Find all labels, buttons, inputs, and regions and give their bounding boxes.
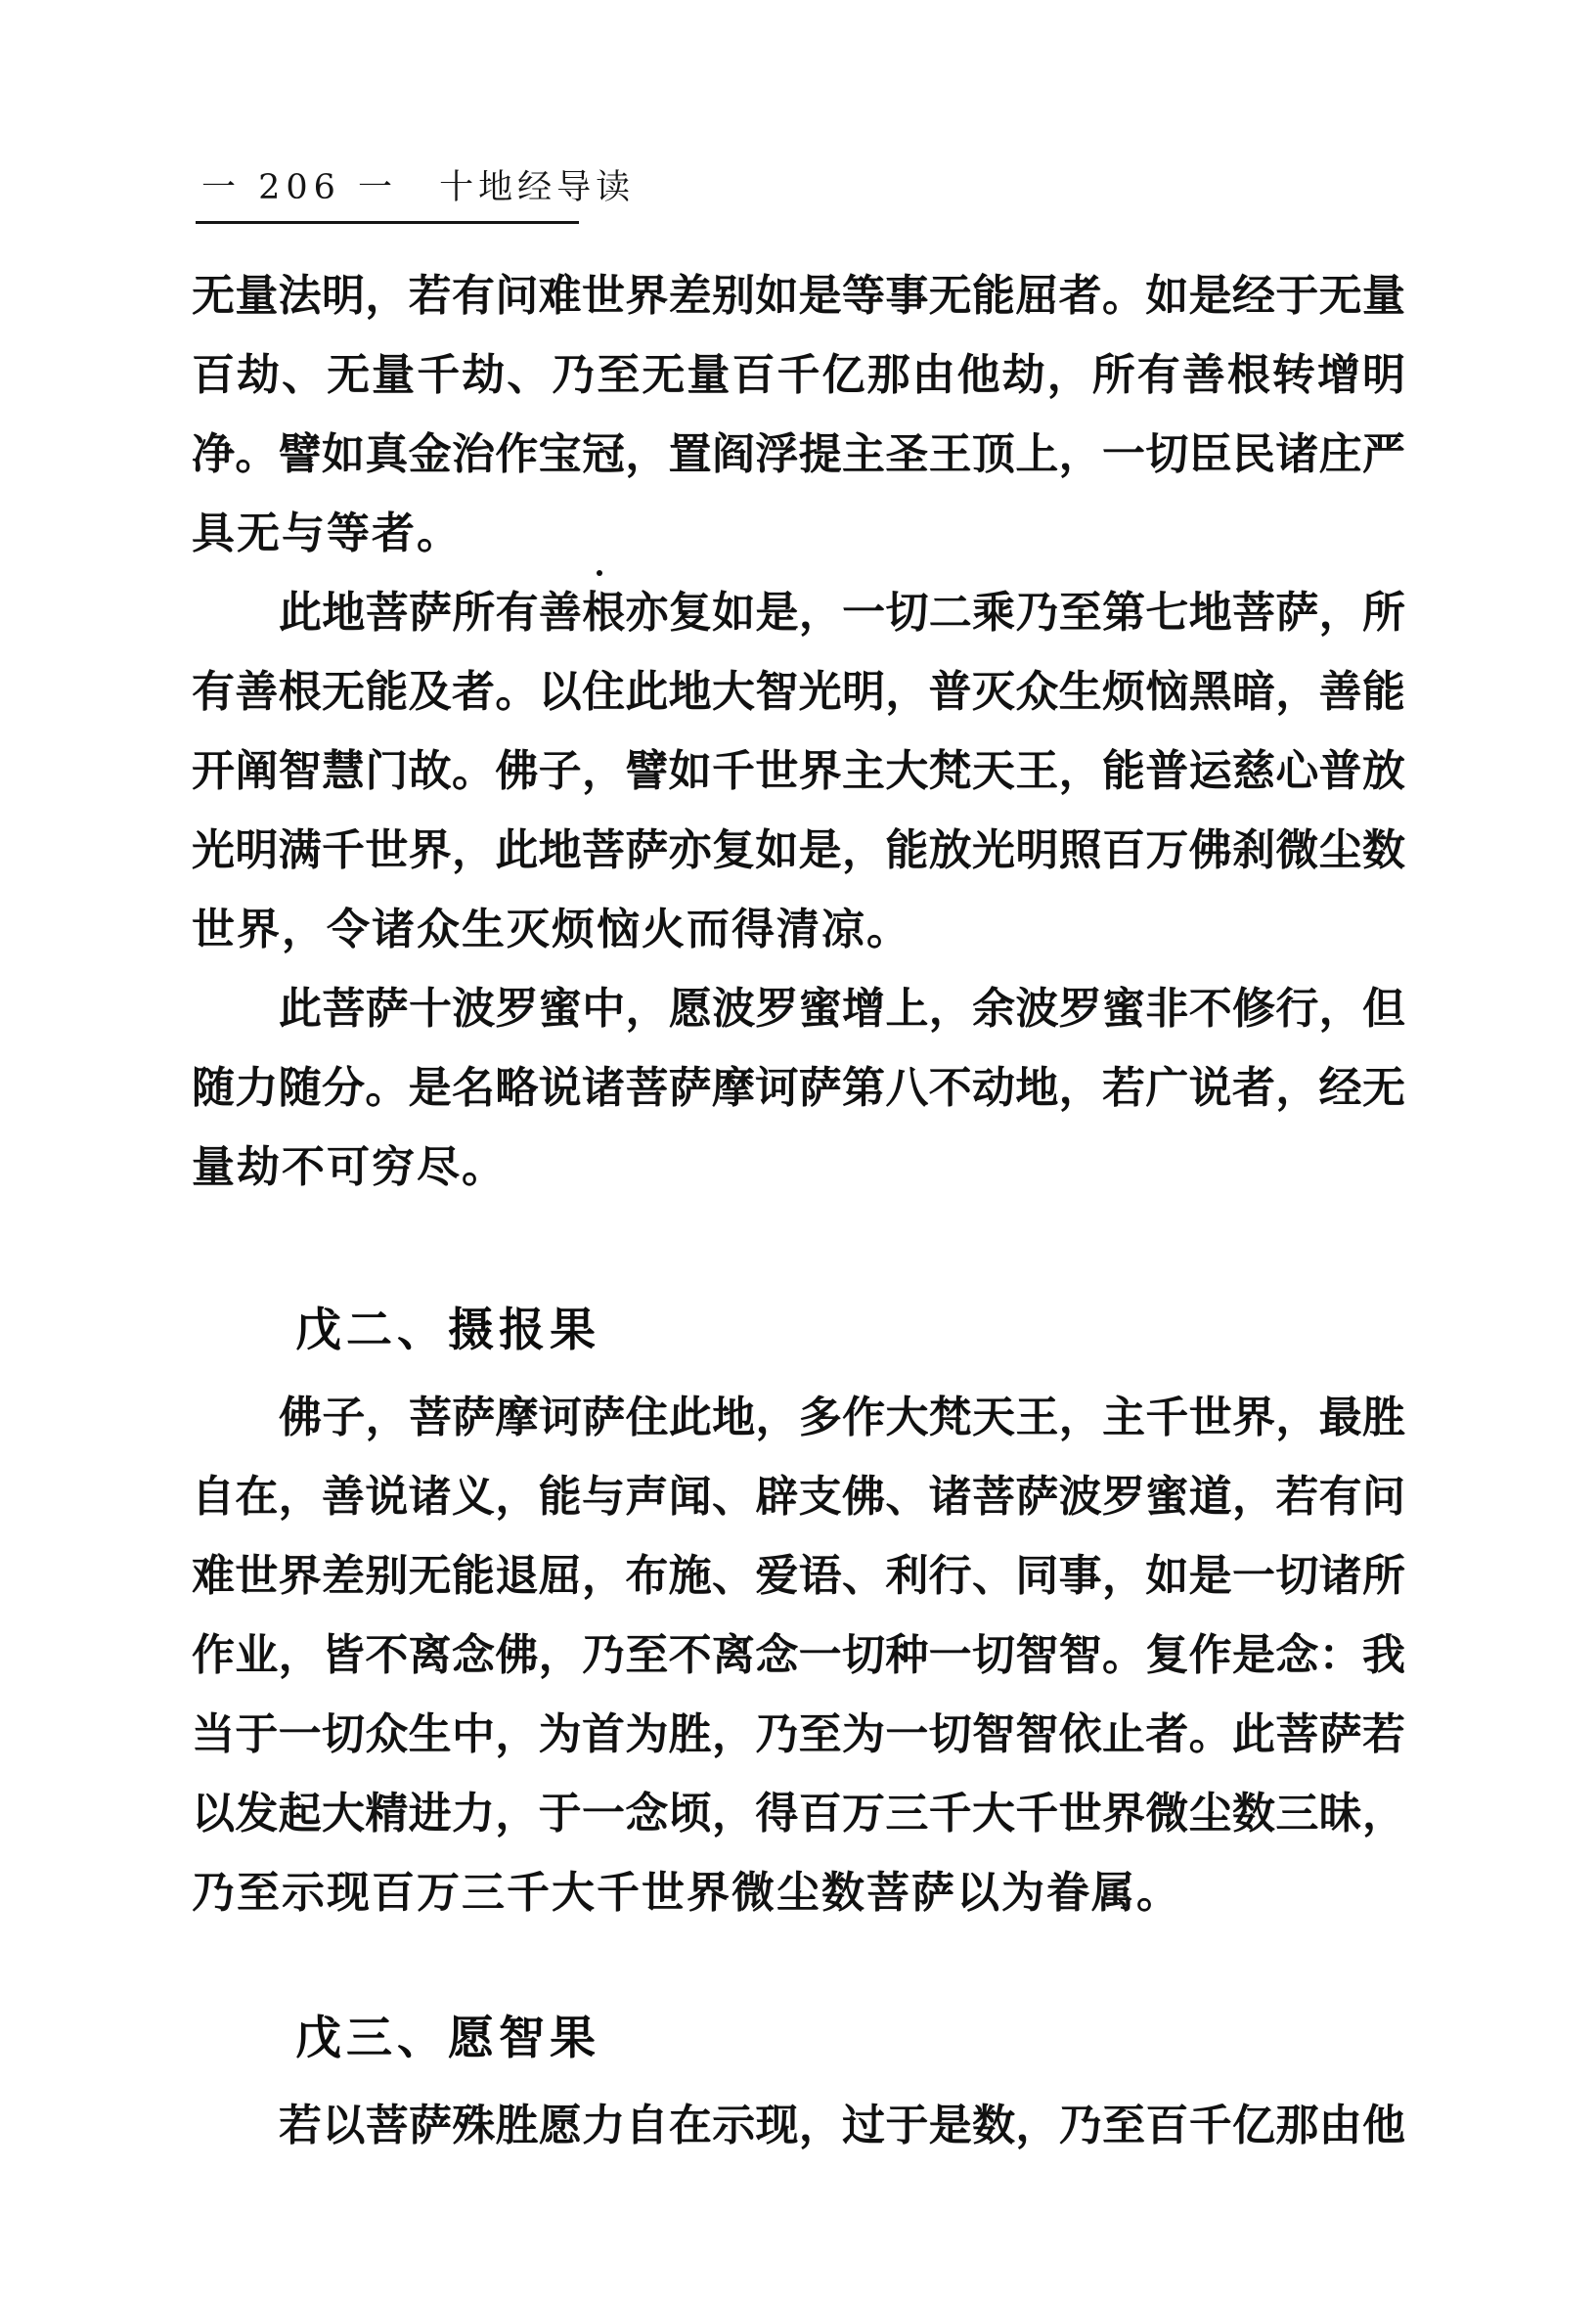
body-line: 随力随分。是名略说诸菩萨摩诃萨第八不动地，若广说者，经无 xyxy=(192,1063,1405,1113)
body-line: 佛子，菩萨摩诃萨住此地，多作大梵天王，主千世界，最胜 xyxy=(279,1393,1405,1442)
body-line: 开阐智慧门故。佛子，譬如千世界主大梵天王，能普运慈心普放 xyxy=(192,746,1405,796)
body-line: 以发起大精进力，于一念顷，得百万三千大千世界微尘数三昧， xyxy=(192,1789,1405,1838)
body-line: 此地菩萨所有善根亦复如是，一切二乘乃至第七地菩萨，所 xyxy=(279,588,1405,638)
body-paragraph xyxy=(192,256,1405,573)
running-header xyxy=(201,164,635,205)
text-block xyxy=(192,256,1405,2165)
body-paragraph xyxy=(192,2086,1405,2165)
section-heading: 戊三、愿智果 xyxy=(295,2012,600,2065)
body-paragraph xyxy=(192,1378,1405,1932)
body-line: 若以菩萨殊胜愿力自在示现，过于是数，乃至百千亿那由他 xyxy=(279,2101,1405,2150)
section-heading: 戊二、摄报果 xyxy=(295,1304,600,1357)
body-line: 此菩萨十波罗蜜中，愿波罗蜜增上，余波罗蜜非不修行，但 xyxy=(279,984,1405,1034)
body-line: 自在，善说诸义，能与声闻、辟支佛、诸菩萨波罗蜜道，若有问 xyxy=(192,1472,1405,1522)
body-line: 当于一切众生中，为首为胜，乃至为一切智智依止者。此菩萨若 xyxy=(192,1709,1405,1759)
body-paragraph xyxy=(192,969,1405,1207)
body-line: 无量法明，若有问难世界差别如是等事无能屈者。如是经于无量 xyxy=(192,271,1405,321)
body-line: 具无与等者。 xyxy=(192,509,462,558)
body-line: 光明满千世界，此地菩萨亦复如是，能放光明照百万佛刹微尘数 xyxy=(192,825,1405,875)
body-paragraph xyxy=(192,573,1405,969)
book-title: 十地经导读 xyxy=(439,168,636,207)
body-line: 乃至示现百万三千大千世界微尘数菩萨以为眷属。 xyxy=(192,1868,1181,1918)
body-line: 有善根无能及者。以住此地大智光明，普灭众生烦恼黑暗，善能 xyxy=(192,667,1405,717)
page-number: 一 206 一 xyxy=(201,168,399,207)
body-line: 净。譬如真金治作宝冠，置阎浮提主圣王顶上，一切臣民诸庄严 xyxy=(192,429,1405,479)
body-line: 作业，皆不离念佛，乃至不离念一切种一切智智。复作是念：我 xyxy=(192,1630,1405,1680)
body-line: 难世界差别无能退屈，布施、爱语、利行、同事，如是一切诸所 xyxy=(192,1551,1405,1601)
header-rule xyxy=(196,221,579,224)
body-line: 世界，令诸众生灭烦恼火而得清凉。 xyxy=(192,905,911,954)
body-line: 百劫、无量千劫、乃至无量百千亿那由他劫，所有善根转增明 xyxy=(192,350,1405,400)
body-line: 量劫不可穷尽。 xyxy=(192,1142,507,1192)
